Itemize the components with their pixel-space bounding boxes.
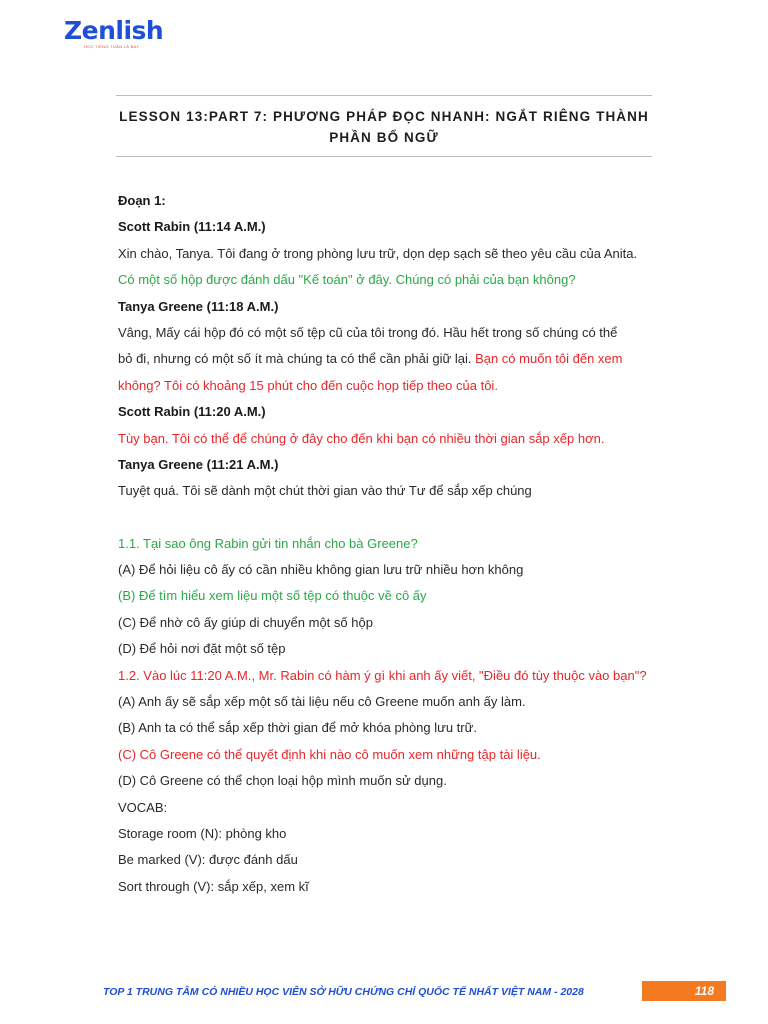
text-line-segment: 1.2. Vào lúc 11:20 A.M., Mr. Rabin có hàm ý gì khi anh ấy viết, "Điều đó tùy thuộc vào bạn"? [118, 667, 647, 683]
text-line [118, 399, 678, 425]
text-line [118, 663, 678, 689]
text-line [118, 768, 678, 794]
text-line-segment: Sort through (V): sắp xếp, xem kĩ [118, 878, 309, 894]
text-line [118, 214, 678, 240]
text-line-segment: Scott Rabin (11:20 A.M.) [118, 404, 266, 420]
text-line-segment: Tanya Greene (11:21 A.M.) [118, 456, 279, 472]
text-line [118, 294, 678, 320]
text-line [118, 346, 678, 372]
text-line-segment: Tanya Greene (11:18 A.M.) [118, 298, 279, 314]
text-line-segment: bỏ đi, nhưng có một số ít mà chúng ta có thể cần phải giữ lại. [118, 351, 472, 367]
spacer [118, 505, 678, 531]
text-line [118, 874, 678, 900]
text-line-segment: VOCAB: [118, 799, 168, 815]
footer-slogan: TOP 1 TRUNG TÂM CÓ NHIỀU HỌC VIÊN SỞ HỮU CHỨNG CHỈ QUỐC TẾ NHẤT VIỆT NAM - 2028 [103, 986, 584, 998]
text-line [118, 241, 678, 267]
text-line [118, 320, 678, 346]
text-line-segment: Scott Rabin (11:14 A.M.) [118, 219, 266, 235]
document-body [118, 188, 678, 900]
text-line [118, 795, 678, 821]
text-line-segment: Vâng, Mấy cái hộp đó có một số tệp cũ của tôi trong đó. Hầu hết trong số chúng có thể [118, 324, 618, 340]
text-line [118, 847, 678, 873]
text-line-segment: không? Tôi có khoảng 15 phút cho đến cuộc họp tiếp theo của tôi. [118, 377, 498, 393]
text-line-segment: (A) Anh ấy sẽ sắp xếp một số tài liệu nếu cô Greene muốn anh ấy làm. [118, 694, 526, 710]
logo-wordmark: Zenlish [64, 16, 164, 45]
logo-tagline: HỌC TIẾNG TUẦN LÀ BAY [84, 44, 140, 49]
text-line-segment: (D) Cô Greene có thể chọn loại hộp mình muốn sử dụng. [118, 773, 447, 789]
text-line [118, 478, 678, 504]
title-bottom-divider [116, 156, 652, 157]
lesson-title [116, 106, 652, 148]
zenlish-logo [64, 16, 163, 49]
text-line [118, 373, 678, 399]
text-line-highlight: Bạn có muốn tôi đến xem [471, 351, 623, 367]
text-line-segment: 1.1. Tại sao ông Rabin gửi tin nhắn cho bà Greene? [118, 535, 418, 551]
text-line [118, 610, 678, 636]
text-line [118, 583, 678, 609]
text-line-segment: Tuyệt quá. Tôi sẽ dành một chút thời gian vào thứ Tư để sắp xếp chúng [118, 483, 532, 499]
text-line-segment: (C) Để nhờ cô ấy giúp di chuyển một số hộp [118, 614, 373, 630]
text-line-segment: Tùy bạn. Tôi có thể để chúng ở đây cho đến khi bạn có nhiều thời gian sắp xếp hơn. [118, 430, 605, 446]
text-line-segment: Đoạn 1: [118, 193, 166, 208]
text-line [118, 636, 678, 662]
lesson-title-line-1: LESSON 13:PART 7: PHƯƠNG PHÁP ĐỌC NHANH: NGẮT RIÊNG THÀNH [119, 109, 649, 124]
text-line-segment: (B) Để tìm hiểu xem liệu một số tệp có thuộc về cô ấy [118, 588, 427, 604]
lesson-title-line-2: PHẦN BỔ NGỮ [329, 130, 439, 145]
text-line [118, 742, 678, 768]
text-line [118, 715, 678, 741]
text-line-segment: Storage room (N): phòng kho [118, 825, 287, 841]
text-line [118, 452, 678, 478]
text-line [118, 426, 678, 452]
text-line-segment: Xin chào, Tanya. Tôi đang ở trong phòng lưu trữ, dọn dẹp sạch sẽ theo yêu cầu của Anita. [118, 245, 638, 261]
text-line [118, 188, 678, 214]
title-top-divider [116, 95, 652, 96]
text-line [118, 267, 678, 293]
text-line-segment: Be marked (V): được đánh dấu [118, 852, 298, 868]
text-line-segment: (D) Để hỏi nơi đặt một số tệp [118, 641, 286, 657]
text-line-segment: (C) Cô Greene có thể quyết định khi nào cô muốn xem những tập tài liệu. [118, 746, 541, 762]
text-line [118, 689, 678, 715]
page-number-badge: 118 [642, 981, 726, 1001]
text-line [118, 531, 678, 557]
text-line-segment: (A) Để hỏi liệu cô ấy có cần nhiều không gian lưu trữ nhiều hơn không [118, 562, 524, 578]
text-line [118, 821, 678, 847]
text-line-segment: Có một số hộp được đánh dấu "Kế toán" ở đây. Chúng có phải của bạn không? [118, 272, 576, 288]
text-line [118, 557, 678, 583]
text-line-segment: (B) Anh ta có thể sắp xếp thời gian để mở khóa phòng lưu trữ. [118, 720, 477, 736]
